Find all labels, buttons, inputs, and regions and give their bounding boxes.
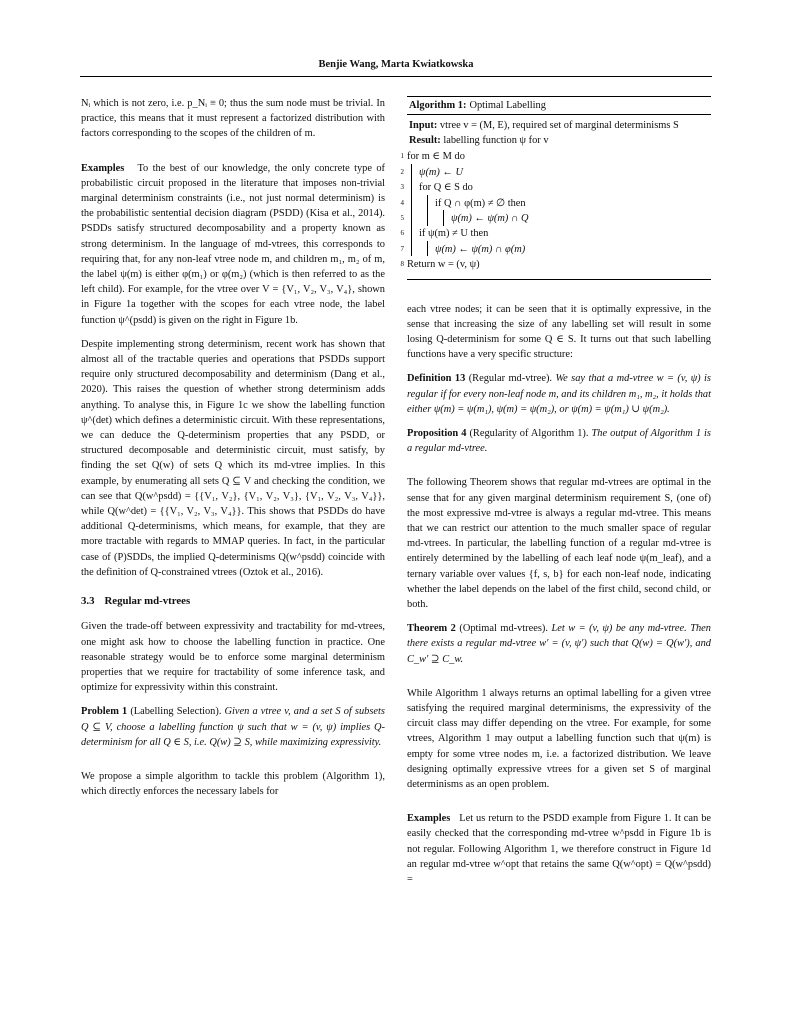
algorithm-line <box>400 165 711 180</box>
theorem-2 <box>407 621 711 667</box>
algorithm-io <box>407 119 711 148</box>
section-number: 3.3 <box>81 595 95 608</box>
line-number: 6 <box>400 229 404 238</box>
definition-heading: Definition 13 <box>407 373 466 385</box>
input-label: Input: <box>409 120 438 132</box>
paragraph-propose: We propose a simple algorithm to tackle this problem (Algorithm 1), which directly enforces the necessary labels for <box>81 770 385 798</box>
definition-13 <box>407 371 711 417</box>
line-text: for Q ∈ S do <box>419 182 473 194</box>
line-text: if Q ∩ φ(m) ≠ ∅ then <box>435 197 526 209</box>
paragraph-given: Given the trade-off between expressivity and tractability for md-vtrees, one might ask how to choose the labelling function in practice. One reasonable strategy would be to enforce some marginal determinism properties that we require for tractability of some inference task, and optimize for expressivity within this constraint. <box>81 621 385 694</box>
line-number: 4 <box>400 198 404 207</box>
algorithm-line <box>400 180 711 195</box>
paragraph-following: The following Theorem shows that regular md-vtrees are optimal in the sense that for any given marginal determinism requirement S, (one of) the most expressive md-vtree is always a regular md-vtree. This means that we can restrict our attention to the much smaller space of regular md-vtrees. In particular, the labelling function of a regular md-vtree is entirely determined by the labelling of each leaf node ψ(m_leaf), and a ternary variable over values {f, s, b} for each non-leaf node, indicating whether the label depends on the label of the first child, second child, or both. <box>407 477 711 610</box>
paragraph-examples-right <box>407 811 711 887</box>
algorithm-line <box>400 149 711 164</box>
algorithm-result <box>409 134 711 149</box>
proposition-body: The output of Algorithm 1 is a regular md-vtree. <box>407 427 711 455</box>
line-text: ψ(m) ← ψ(m) ∩ φ(m) <box>435 243 526 255</box>
proposition-4 <box>407 426 711 456</box>
problem-name: (Labelling Selection). <box>130 706 222 718</box>
definition-name: (Regular md-vtree). <box>468 373 553 385</box>
problem-heading: Problem 1 <box>81 706 128 718</box>
line-text: Return w = (v, ψ) <box>407 259 480 271</box>
section-title: Regular md-vtrees <box>104 595 191 608</box>
definition-body: We say that a md-vtree w = (v, ψ) is regular if for every non-leaf node m, and its children m₁, m₂, it holds that either ψ(m) = ψ(m₁), ψ(m) = ψ(m₂), or ψ(m) = ψ(m₁) ∪ ψ(m₂). <box>407 373 711 415</box>
proposition-name: (Regularity of Algorithm 1). <box>469 427 589 439</box>
line-number: 3 <box>400 183 404 192</box>
algorithm-line <box>400 242 711 257</box>
algorithm-input <box>409 119 711 134</box>
algorithm-line <box>400 257 711 272</box>
run-in-heading-examples: Examples <box>407 813 451 825</box>
line-number: 2 <box>400 167 404 176</box>
line-number: 1 <box>400 152 404 161</box>
algorithm-line <box>400 196 711 211</box>
line-text: ψ(m) ← U <box>419 166 463 178</box>
line-text: ψ(m) ← ψ(m) ∩ Q <box>451 212 529 224</box>
theorem-name: (Optimal md-vtrees). <box>459 623 548 635</box>
paragraph-continuation: Nᵢ which is not zero, i.e. p_Nᵢ ≡ 0; thus the sum node must be trivial. In practice, this means that it must represent a factorized distribution with factors corresponding to the scopes of the children of m. <box>81 98 385 140</box>
paragraph-despite: Despite implementing strong determinism, recent work has shown that almost all of the tractable queries and operations that PSDDs support require only structured decomposability and determinism (Dang et al., 2020). This raises the question of whether strong determinism adds anything. To analyse this, in Figure 1c we show the labelling function ψ^(det) which defines a deterministic circuit. With these representations, we can deduce the Q-determinism properties that any PSDD, or structured decomposable and deterministic circuit, must satisfy, by finding the set Q(w) of sets Q which its md-vtree implies. In this example, by enumerating all sets Q ⊆ V and checking the condition, we can see that Q(w^psdd) = {{V₁, V₂}, {V₁, V₂, V₃}, {V₁, V₂, V₃, V₄}}, while Q(w^det) = {{V₁, V₂, V₃, V₄}}. This shows that PSDDs do have additional Q-determinisms, which means, for example, that they are more tractable with regards to MMAP queries. In fact, in the particular case of (P)SDDs, the implied Q-determinisms Q(w^psdd) coincide with the definition of Q-constrained vtrees (Oztok et al., 2016). <box>81 338 385 578</box>
algorithm-body <box>400 149 711 272</box>
run-in-heading-examples: Examples <box>81 162 125 174</box>
theorem-heading: Theorem 2 <box>407 623 456 635</box>
algorithm-line <box>400 226 711 241</box>
line-text: if ψ(m) ≠ U then <box>419 228 489 240</box>
algorithm-title <box>407 97 711 115</box>
line-number: 8 <box>400 260 404 269</box>
result-text: labelling function ψ for v <box>443 134 549 146</box>
theorem-body: Let w = (v, ψ) be any md-vtree. Then there exists a regular md-vtree w′ = (v, ψ′) such that Q(w) = Q(w′), and C_w′ ⊇ C_w. <box>407 623 711 665</box>
running-header: Benjie Wang, Marta Kwiatkowska <box>318 59 474 70</box>
result-label: Result: <box>409 134 441 146</box>
section-heading <box>81 594 385 609</box>
paragraph-examples <box>81 161 385 328</box>
algorithm-line <box>400 211 711 226</box>
line-number: 7 <box>400 244 404 253</box>
examples-text: Let us return to the PSDD example from Figure 1. It can be easily checked that the corresponding md-vtree w^psdd in Figure 1b is not regular. Following Algorithm 1, we therefore construct in Figure 1d an regular md-vtree w^opt that retains the same Q(w^opt) = Q(w^psdd) = <box>407 813 712 886</box>
algorithm-box <box>400 96 711 280</box>
paragraph-each: each vtree nodes; it can be seen that it is optimally expressive, in the sense that increasing the size of any labelling set will result in some losing Q-determinism for some Q ∈ S. It turns out that such labelling functions have a very specific structure: <box>407 303 711 361</box>
problem-statement <box>81 704 385 750</box>
algorithm-label: Algorithm 1: <box>409 100 467 111</box>
paragraph-while: While Algorithm 1 always returns an optimal labelling for a given vtree satisfying the required marginal determinisms, the expressivity of the circuit class may differ depending on the vtree. For example, for some vtrees, Algorithm 1 may output a labelling function such that ψ(m) is empty for some vtree nodes m, i.e. a factorized distribution. We leave designing optimally expressive vtrees for a given set S of marginal determinisms as an open problem. <box>407 687 711 790</box>
line-number: 5 <box>400 213 404 222</box>
problem-body: Given a vtree v, and a set S of subsets Q ⊆ V, choose a labelling function ψ such that w = (v, ψ) implies Q-determinism for all Q ∈ S, i.e. Q(w) ⊇ S, while maximizing expressivity. <box>81 706 385 748</box>
line-text: for m ∈ M do <box>407 151 465 163</box>
input-text: vtree v = (M, E), required set of marginal determinisms S <box>439 120 679 132</box>
algorithm-name: Optimal Labelling <box>469 100 546 111</box>
proposition-heading: Proposition 4 <box>407 427 467 439</box>
header-rule <box>80 76 712 77</box>
left-column <box>81 96 385 808</box>
examples-text: To the best of our knowledge, the only concrete type of probabilistic circuit proposed in the literature that imposes non-trivial marginal determinism constraints (i.e., not just normal determinism) is the probabilistic sentential decision diagram (PSDD) (Kisa et al., 2014). PSDDs satisfy structured decomposability and a property known as strong determinism. In the language of md-vtrees, this corresponds to requiring that, for any non-leaf vtree node m, and children m₁, m₂ of m, the label ψ(m) is either φ(m₁) or φ(m₂) (which is then referred to as the left child). For example, for the vtree over V = {V₁, V₂, V₃, V₄}, shown in Figure 1a together with the scopes for each vtree node, the label function ψ^(psdd) is given on the right in Figure 1b. <box>81 162 385 326</box>
right-column <box>400 96 712 896</box>
